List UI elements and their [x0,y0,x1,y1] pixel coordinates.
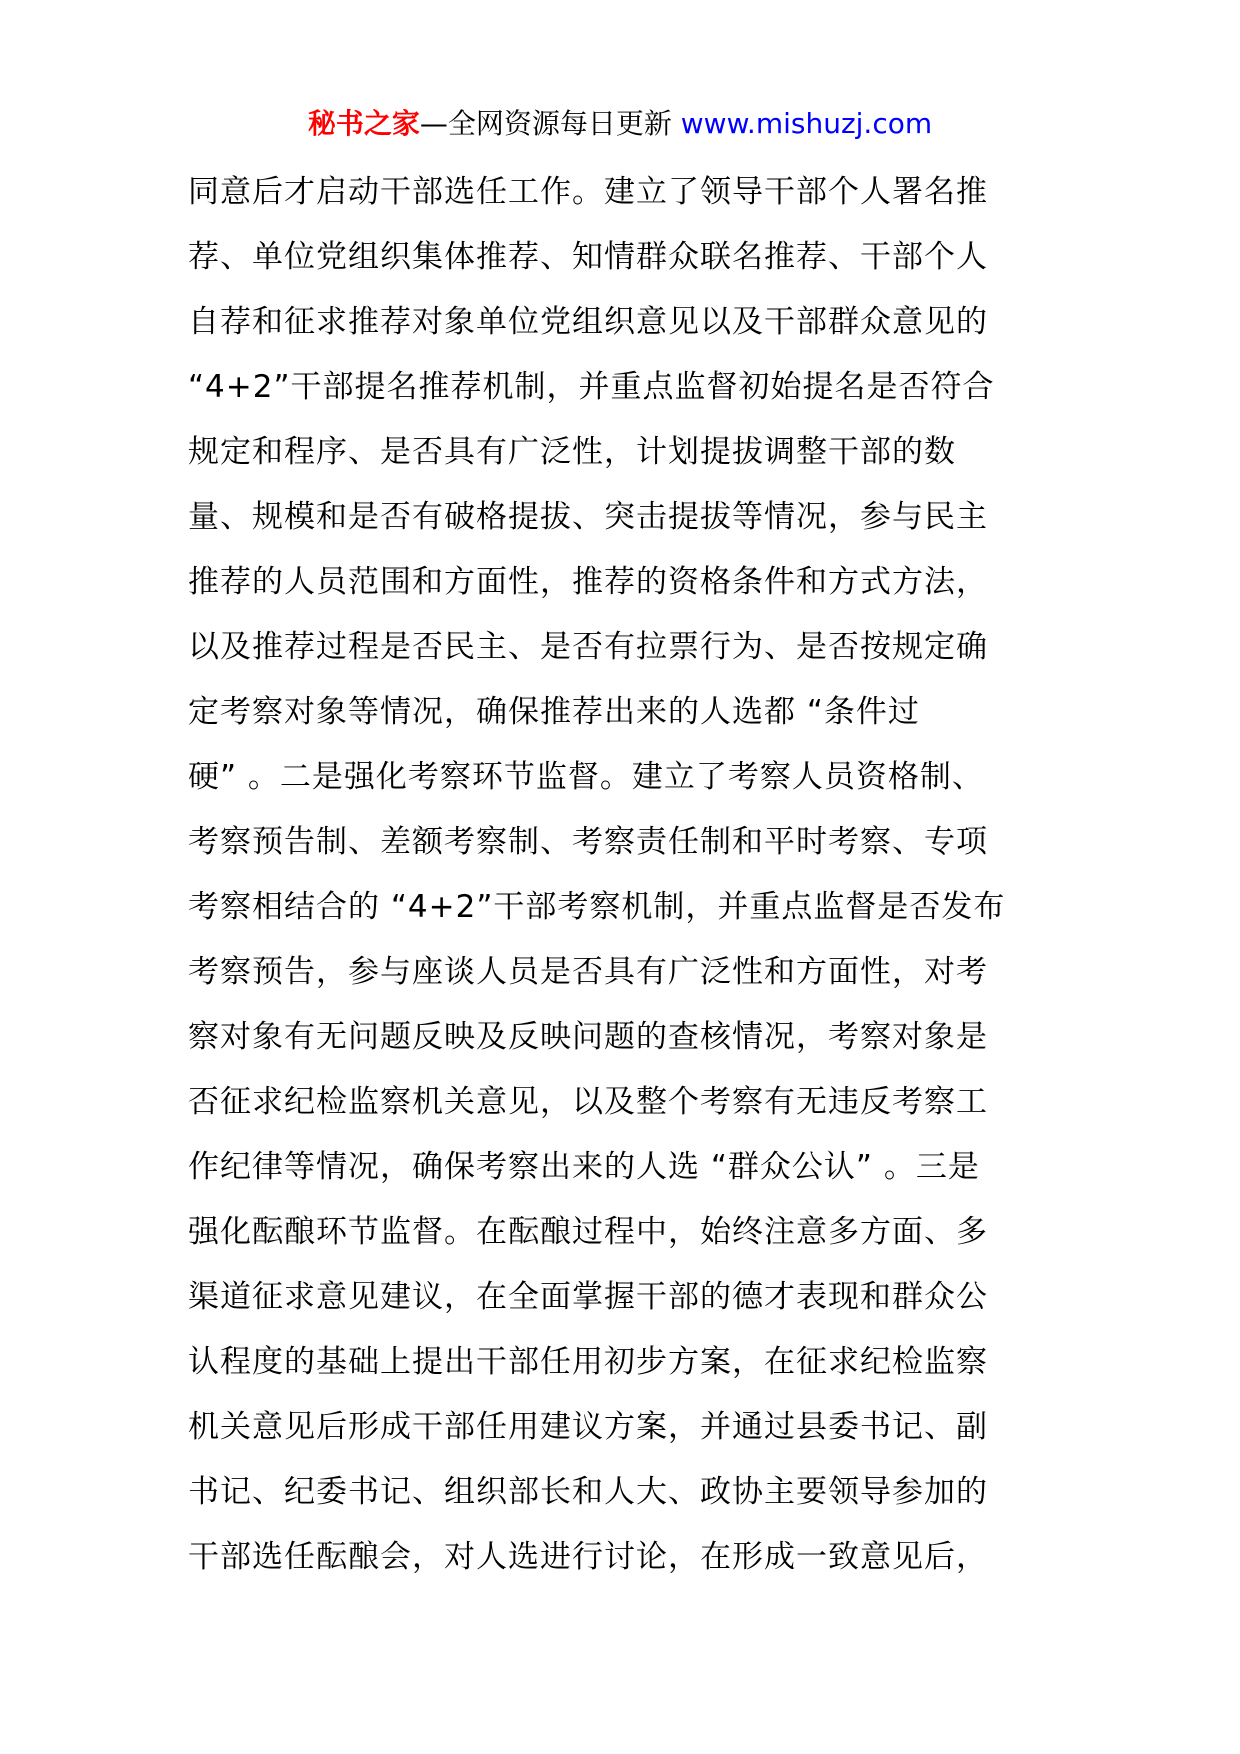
text-line: 以及推荐过程是否民主、是否有拉票行为、是否按规定确 [188,629,988,665]
text-line: 否征求纪检监察机关意见，以及整个考察有无违反考察工 [188,1084,988,1120]
site-header [0,104,1240,144]
text-line: 渠道征求意见建议，在全面掌握干部的德才表现和群众公 [188,1279,988,1315]
text-line: 硬” 。二是强化考察环节监督。建立了考察人员资格制、 [188,759,984,795]
brand-name: 秘书之家 [307,107,420,140]
text-line: 干部选任酝酿会，对人选进行讨论，在形成一致意见后， [188,1539,988,1575]
text-line: 同意后才启动干部选任工作。建立了领导干部个人署名推 [188,174,988,210]
text-line: 自荐和征求推荐对象单位党组织意见以及干部群众意见的 [188,304,988,340]
text-line: 考察相结合的 “4+2”干部考察机制，并重点监督是否发布 [188,889,1006,925]
site-url-link[interactable]: www.mishuzj.com [680,107,933,140]
text-line: 量、规模和是否有破格提拔、突击提拔等情况，参与民主 [188,499,988,535]
text-line: 规定和程序、是否具有广泛性，计划提拔调整干部的数 [188,434,956,470]
text-line: 推荐的人员范围和方面性，推荐的资格条件和方式方法， [188,564,988,600]
text-line: 定考察对象等情况，确保推荐出来的人选都 “条件过 [188,694,920,730]
text-line: “4+2”干部提名推荐机制，并重点监督初始提名是否符合 [188,369,995,405]
text-line: 察对象有无问题反映及反映问题的查核情况，考察对象是 [188,1019,988,1055]
text-line: 考察预告制、差额考察制、考察责任制和平时考察、专项 [188,824,988,860]
text-line: 强化酝酿环节监督。在酝酿过程中，始终注意多方面、多 [188,1214,988,1250]
text-line: 机关意见后形成干部任用建议方案，并通过县委书记、副 [188,1409,988,1445]
document-body [188,160,1068,1590]
text-line: 认程度的基础上提出干部任用初步方案，在征求纪检监察 [188,1344,988,1380]
text-line: 考察预告，参与座谈人员是否具有广泛性和方面性，对考 [188,954,988,990]
header-tagline: —全网资源每日更新 [419,107,681,140]
text-line: 作纪律等情况，确保考察出来的人选 “群众公认” 。三是 [188,1149,980,1185]
text-line: 荐、单位党组织集体推荐、知情群众联名推荐、干部个人 [188,239,988,275]
text-line: 书记、纪委书记、组织部长和人大、政协主要领导参加的 [188,1474,988,1510]
